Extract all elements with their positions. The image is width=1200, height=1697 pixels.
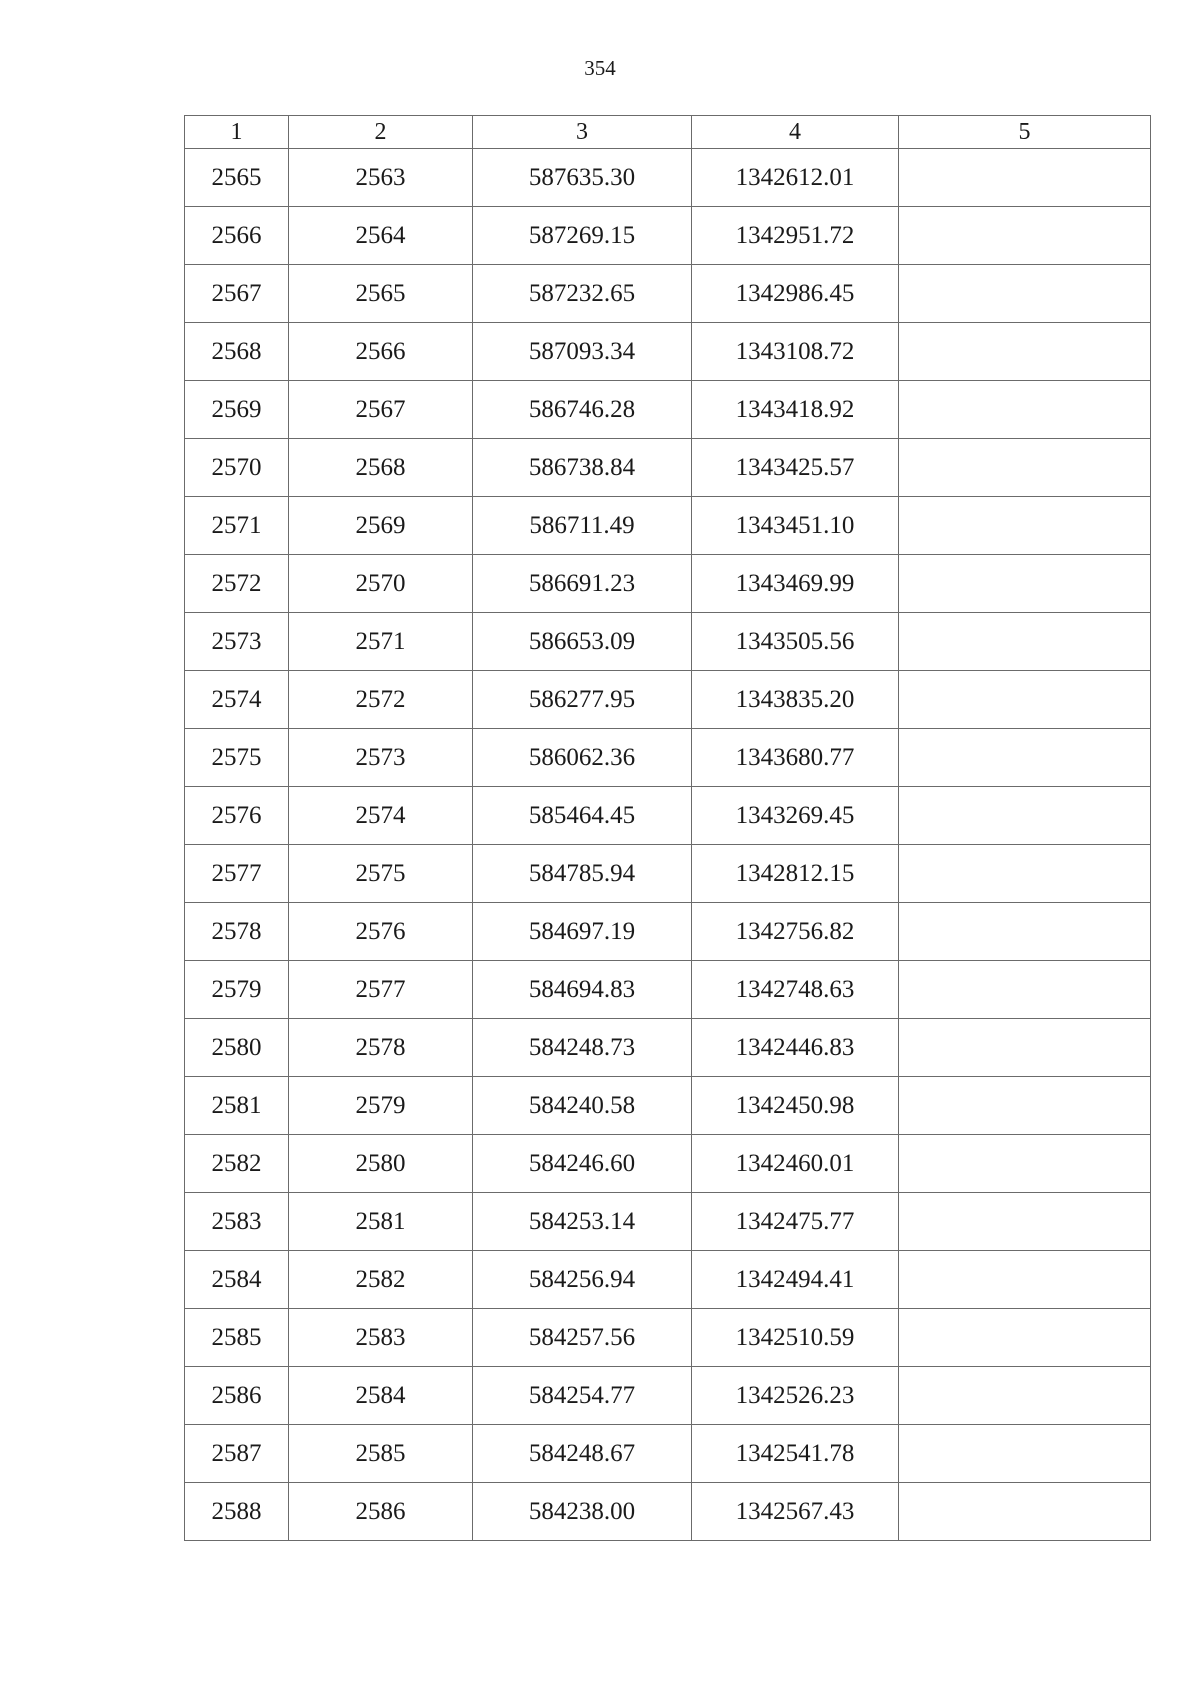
table-cell: 586062.36 (473, 729, 692, 787)
table-cell: 585464.45 (473, 787, 692, 845)
table-cell: 2573 (185, 613, 289, 671)
table-cell (899, 671, 1151, 729)
table-row (185, 323, 1151, 381)
table-cell: 2581 (289, 1193, 473, 1251)
table-cell: 2568 (289, 439, 473, 497)
table-cell (899, 149, 1151, 207)
table-cell: 2571 (185, 497, 289, 555)
table-cell: 2572 (289, 671, 473, 729)
table-cell: 2578 (289, 1019, 473, 1077)
table-cell: 2576 (289, 903, 473, 961)
table-cell: 2581 (185, 1077, 289, 1135)
table-cell: 2587 (185, 1425, 289, 1483)
table-cell: 1343269.45 (692, 787, 899, 845)
table-cell: 584694.83 (473, 961, 692, 1019)
table-row (185, 439, 1151, 497)
table-cell: 2572 (185, 555, 289, 613)
table-row (185, 497, 1151, 555)
table-cell: 2582 (185, 1135, 289, 1193)
table-row (185, 1309, 1151, 1367)
table-row (185, 149, 1151, 207)
column-header: 3 (473, 116, 692, 149)
table-cell: 2565 (185, 149, 289, 207)
table-cell: 584246.60 (473, 1135, 692, 1193)
table-cell: 584256.94 (473, 1251, 692, 1309)
table-body (185, 149, 1151, 1541)
table-cell (899, 1483, 1151, 1541)
table-cell (899, 1019, 1151, 1077)
table-cell: 1342460.01 (692, 1135, 899, 1193)
table-cell: 1342510.59 (692, 1309, 899, 1367)
table-cell: 2582 (289, 1251, 473, 1309)
table-cell: 587269.15 (473, 207, 692, 265)
table-cell: 2577 (289, 961, 473, 1019)
table-cell: 2574 (289, 787, 473, 845)
table-cell: 587635.30 (473, 149, 692, 207)
table-cell (899, 903, 1151, 961)
table-cell: 2564 (289, 207, 473, 265)
table-cell: 1342986.45 (692, 265, 899, 323)
table-cell (899, 1251, 1151, 1309)
table-cell: 2566 (289, 323, 473, 381)
table-cell: 1342541.78 (692, 1425, 899, 1483)
table-cell: 2567 (289, 381, 473, 439)
table-cell: 2576 (185, 787, 289, 845)
table-cell (899, 729, 1151, 787)
table-cell: 584238.00 (473, 1483, 692, 1541)
table-cell: 1343680.77 (692, 729, 899, 787)
table-cell: 1343425.57 (692, 439, 899, 497)
table-cell: 2585 (289, 1425, 473, 1483)
table-cell: 1342494.41 (692, 1251, 899, 1309)
table-row (185, 1367, 1151, 1425)
table-cell: 2569 (289, 497, 473, 555)
table-cell (899, 613, 1151, 671)
table-cell: 2583 (185, 1193, 289, 1251)
table-cell: 2567 (185, 265, 289, 323)
table-cell: 2577 (185, 845, 289, 903)
table-cell: 587093.34 (473, 323, 692, 381)
table-cell: 2575 (185, 729, 289, 787)
table-cell (899, 265, 1151, 323)
table-cell (899, 1367, 1151, 1425)
table-cell: 2584 (289, 1367, 473, 1425)
table-cell: 1342812.15 (692, 845, 899, 903)
table-cell: 2579 (185, 961, 289, 1019)
table-row (185, 1425, 1151, 1483)
table-cell: 1342756.82 (692, 903, 899, 961)
table-cell: 586738.84 (473, 439, 692, 497)
table-cell: 2578 (185, 903, 289, 961)
table-cell: 1343469.99 (692, 555, 899, 613)
table-cell: 1343451.10 (692, 497, 899, 555)
table-row (185, 787, 1151, 845)
table-cell: 1343835.20 (692, 671, 899, 729)
table-cell: 1342612.01 (692, 149, 899, 207)
table-cell: 2583 (289, 1309, 473, 1367)
table-row (185, 1135, 1151, 1193)
column-header: 4 (692, 116, 899, 149)
table-cell: 2571 (289, 613, 473, 671)
table-row (185, 207, 1151, 265)
table-cell (899, 1135, 1151, 1193)
table-row (185, 1251, 1151, 1309)
table-cell: 1342446.83 (692, 1019, 899, 1077)
column-header: 1 (185, 116, 289, 149)
table-cell: 584254.77 (473, 1367, 692, 1425)
table-cell (899, 439, 1151, 497)
table-cell: 584257.56 (473, 1309, 692, 1367)
table-row (185, 1077, 1151, 1135)
table-cell (899, 1077, 1151, 1135)
table-cell (899, 207, 1151, 265)
table-cell: 1342450.98 (692, 1077, 899, 1135)
table-cell (899, 845, 1151, 903)
table-row (185, 265, 1151, 323)
table-cell: 584697.19 (473, 903, 692, 961)
table-cell: 584785.94 (473, 845, 692, 903)
table-cell: 2566 (185, 207, 289, 265)
table-cell: 2573 (289, 729, 473, 787)
table-cell: 587232.65 (473, 265, 692, 323)
table-cell: 586691.23 (473, 555, 692, 613)
table-cell: 2585 (185, 1309, 289, 1367)
table-header-row (185, 116, 1151, 149)
table-cell: 586653.09 (473, 613, 692, 671)
table-cell (899, 961, 1151, 1019)
table-cell (899, 323, 1151, 381)
table-row (185, 1019, 1151, 1077)
table-cell (899, 555, 1151, 613)
table-cell: 584248.67 (473, 1425, 692, 1483)
table-cell: 584240.58 (473, 1077, 692, 1135)
table-row (185, 671, 1151, 729)
coordinates-table (184, 115, 1151, 1541)
table-row (185, 729, 1151, 787)
table-cell: 2579 (289, 1077, 473, 1135)
table-row (185, 845, 1151, 903)
table-cell: 2568 (185, 323, 289, 381)
table-row (185, 961, 1151, 1019)
table-cell (899, 1193, 1151, 1251)
table-cell: 1342475.77 (692, 1193, 899, 1251)
table-cell: 584253.14 (473, 1193, 692, 1251)
table-cell: 2580 (289, 1135, 473, 1193)
column-header: 5 (899, 116, 1151, 149)
table-cell: 1342567.43 (692, 1483, 899, 1541)
table-cell: 2574 (185, 671, 289, 729)
table-cell: 2565 (289, 265, 473, 323)
table-cell (899, 1309, 1151, 1367)
table-row (185, 1193, 1151, 1251)
table-cell: 2588 (185, 1483, 289, 1541)
table-cell: 2570 (185, 439, 289, 497)
table-cell: 1342526.23 (692, 1367, 899, 1425)
table-cell: 2570 (289, 555, 473, 613)
table-cell (899, 1425, 1151, 1483)
table-cell: 2586 (185, 1367, 289, 1425)
table-cell (899, 787, 1151, 845)
table-cell: 1342951.72 (692, 207, 899, 265)
table-cell: 2575 (289, 845, 473, 903)
page-number: 354 (584, 56, 616, 80)
table-cell: 2580 (185, 1019, 289, 1077)
table-row (185, 555, 1151, 613)
table-cell: 2569 (185, 381, 289, 439)
table-cell: 1342748.63 (692, 961, 899, 1019)
table-row (185, 1483, 1151, 1541)
table-cell: 1343418.92 (692, 381, 899, 439)
table-cell: 586277.95 (473, 671, 692, 729)
table-row (185, 381, 1151, 439)
table-cell (899, 497, 1151, 555)
column-header: 2 (289, 116, 473, 149)
table-cell: 586711.49 (473, 497, 692, 555)
table-cell: 586746.28 (473, 381, 692, 439)
table-cell: 2584 (185, 1251, 289, 1309)
table-cell: 584248.73 (473, 1019, 692, 1077)
table-cell: 2563 (289, 149, 473, 207)
table-cell (899, 381, 1151, 439)
table-row (185, 903, 1151, 961)
table-cell: 1343505.56 (692, 613, 899, 671)
table-row (185, 613, 1151, 671)
table-cell: 1343108.72 (692, 323, 899, 381)
table-cell: 2586 (289, 1483, 473, 1541)
